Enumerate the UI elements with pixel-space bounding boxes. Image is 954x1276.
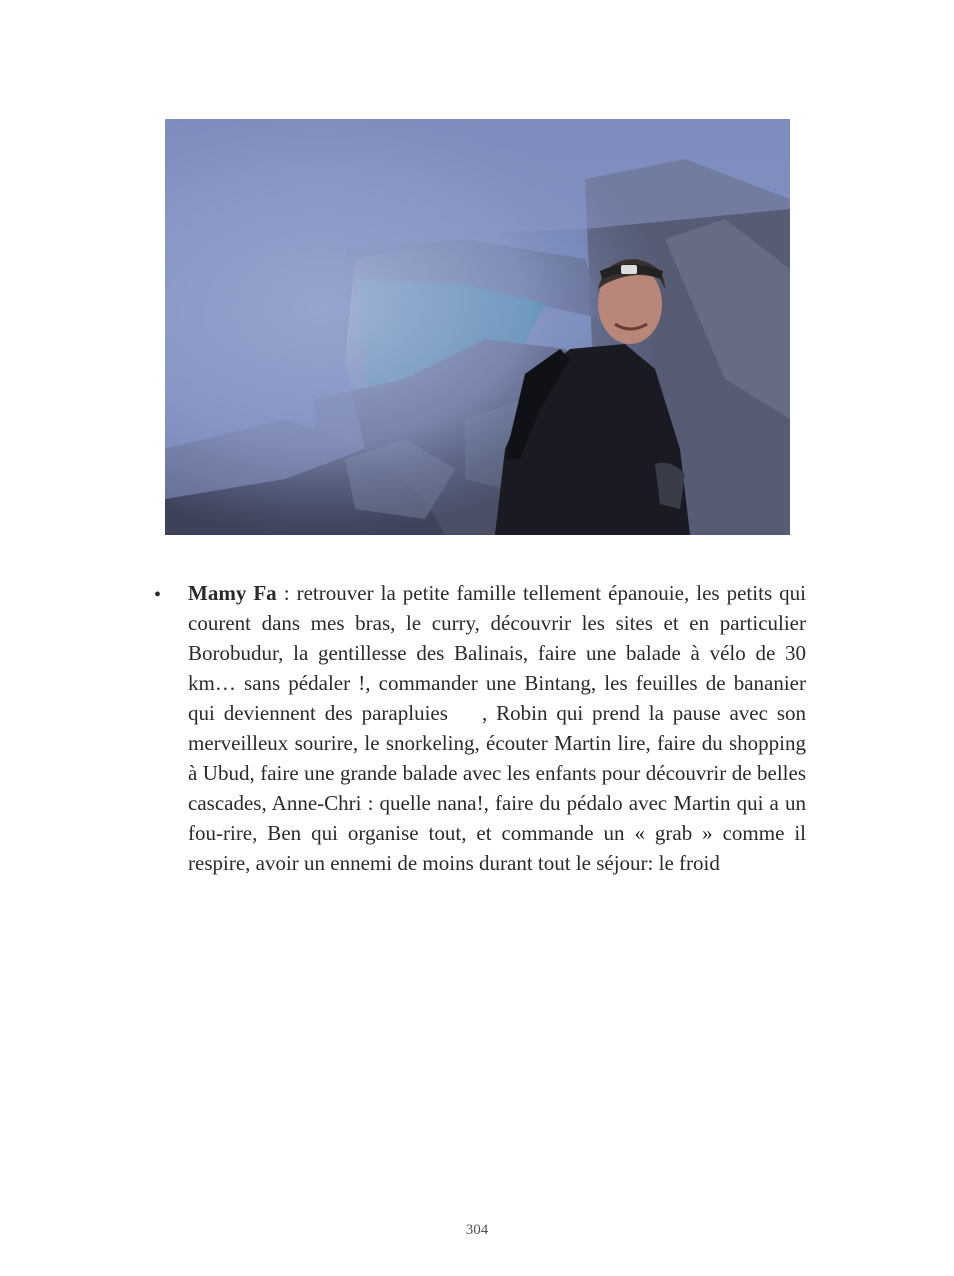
entry-separator: : [276,581,297,605]
volcano-crater-photo [165,119,790,535]
page-number: 304 [465,1222,489,1238]
entry-text: retrouver la petite famille tellement épanouie, les petits qui courent dans mes bras, le curry, découvrir les sites et en particulier Borobudur, la gentillesse des Balinais, faire une balade à vélo de 30 km… sans pédaler !, commander une Bintang, les feuilles de bananier qui deviennent des parapluies , Robin qui prend la pause avec son merveilleux sourire, le snorkeling, écouter Martin lire, faire du shopping à Ubud, faire une grande balade avec les enfants pour découvrir de belles cascades, Anne-Chri : quelle nana!, faire du pédalo avec Martin qui a un fou-rire, Ben qui organise tout, et commande un « grab » comme il respire, avoir un ennemi de moins durant tout le séjour: le froid [188,581,806,875]
entry-name: Mamy Fa [188,581,277,605]
entry-paragraph [188,578,806,878]
bullet-icon: • [154,584,162,606]
photo-illustration [165,119,790,535]
list-item [154,578,806,878]
memories-list [154,578,806,878]
